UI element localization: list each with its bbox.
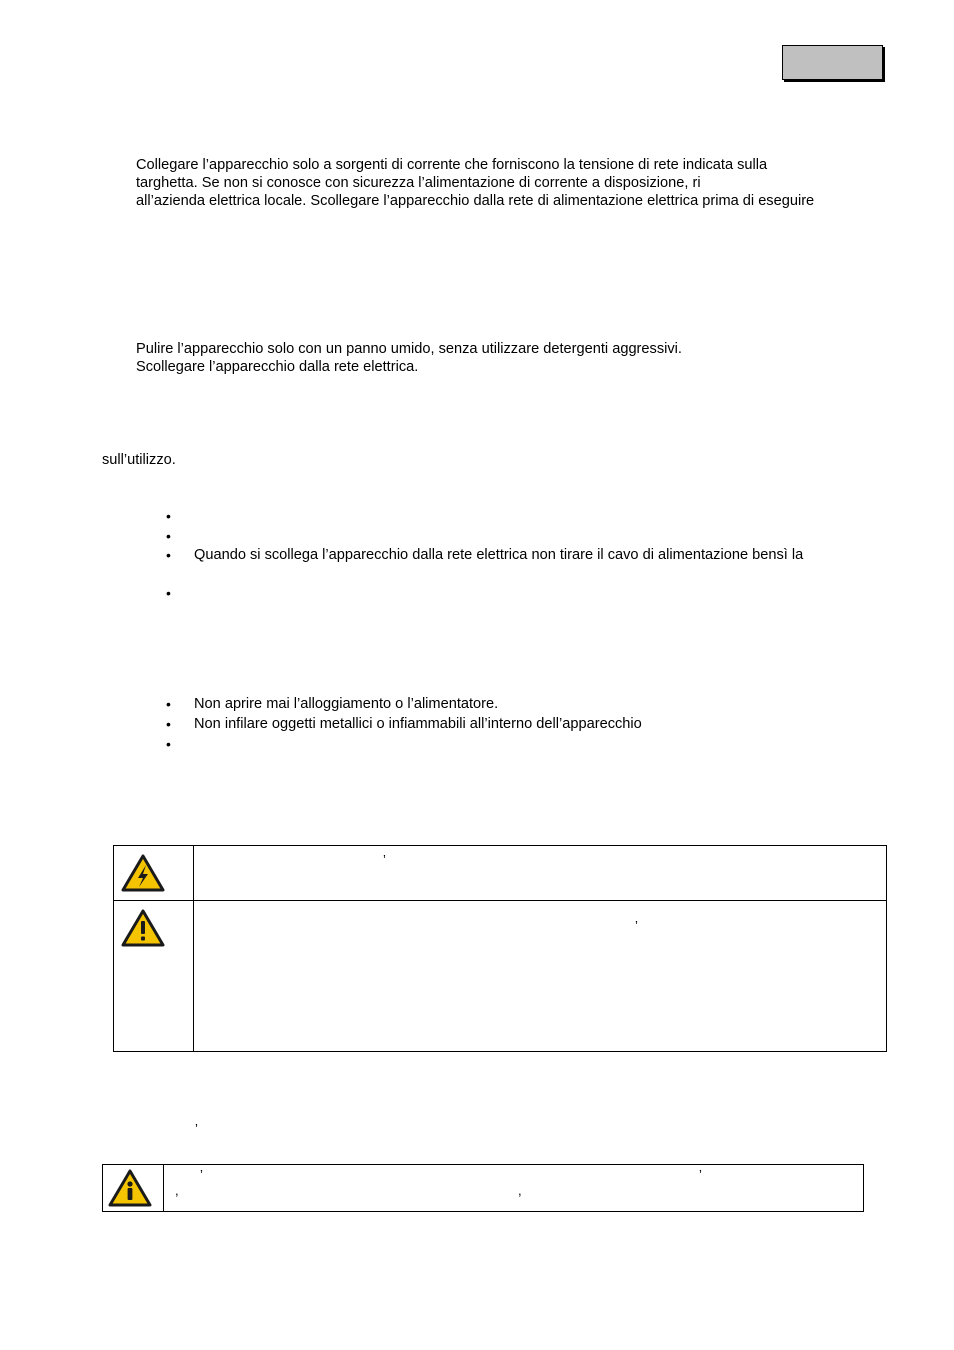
- bullet-marker: •: [166, 716, 171, 732]
- info-text-fragment: ,: [175, 1183, 179, 1198]
- bullet-marker: •: [166, 547, 171, 563]
- usage-paragraph: sull’utilizzo.: [102, 452, 176, 468]
- info-box: [102, 1164, 864, 1212]
- info-text-fragment: ,: [518, 1183, 522, 1198]
- info-icon: [108, 1169, 152, 1207]
- text-fragment: ’: [195, 1121, 198, 1136]
- bullet-marker: •: [166, 736, 171, 752]
- table-row-divider: [113, 900, 887, 901]
- cleaning-paragraph-line-2: Scollegare l’apparecchio dalla rete elettrica.: [136, 359, 419, 375]
- power-paragraph-line-2: targhetta. Se non si conosce con sicurezza l’alimentazione di corrente a disposizione, ri: [136, 175, 701, 191]
- warning-row-1-text: ’: [383, 852, 386, 867]
- info-box-divider: [163, 1164, 164, 1212]
- warning-row-2-text: ’: [635, 918, 638, 933]
- warning-icon: [121, 909, 165, 947]
- info-text-fragment: ’: [699, 1167, 702, 1182]
- list-item: Non aprire mai l’alloggiamento o l’alimentatore.: [194, 696, 499, 712]
- bullet-marker: •: [166, 585, 171, 601]
- power-paragraph-line-3: all’azienda elettrica locale. Scollegare l’apparecchio dalla rete di alimentazione elettrica prima di eseguire: [136, 193, 815, 209]
- table-column-divider: [193, 845, 194, 1052]
- bullet-marker: •: [166, 508, 171, 524]
- list-item: Non infilare oggetti metallici o infiammabili all’interno dell’apparecchio: [194, 716, 642, 732]
- bullet-marker: •: [166, 696, 171, 712]
- warning-table: [113, 845, 887, 1052]
- info-text-fragment: ’: [200, 1167, 203, 1182]
- electric-hazard-icon: [121, 854, 165, 892]
- power-paragraph-line-1: Collegare l’apparecchio solo a sorgenti di corrente che forniscono la tensione di rete indicata sulla: [136, 157, 768, 173]
- language-tab: [782, 45, 883, 80]
- cleaning-paragraph-line-1: Pulire l’apparecchio solo con un panno umido, senza utilizzare detergenti aggressivi.: [136, 341, 682, 357]
- list-item: Quando si scollega l’apparecchio dalla rete elettrica non tirare il cavo di alimentazione bensì la: [194, 547, 804, 563]
- bullet-marker: •: [166, 528, 171, 544]
